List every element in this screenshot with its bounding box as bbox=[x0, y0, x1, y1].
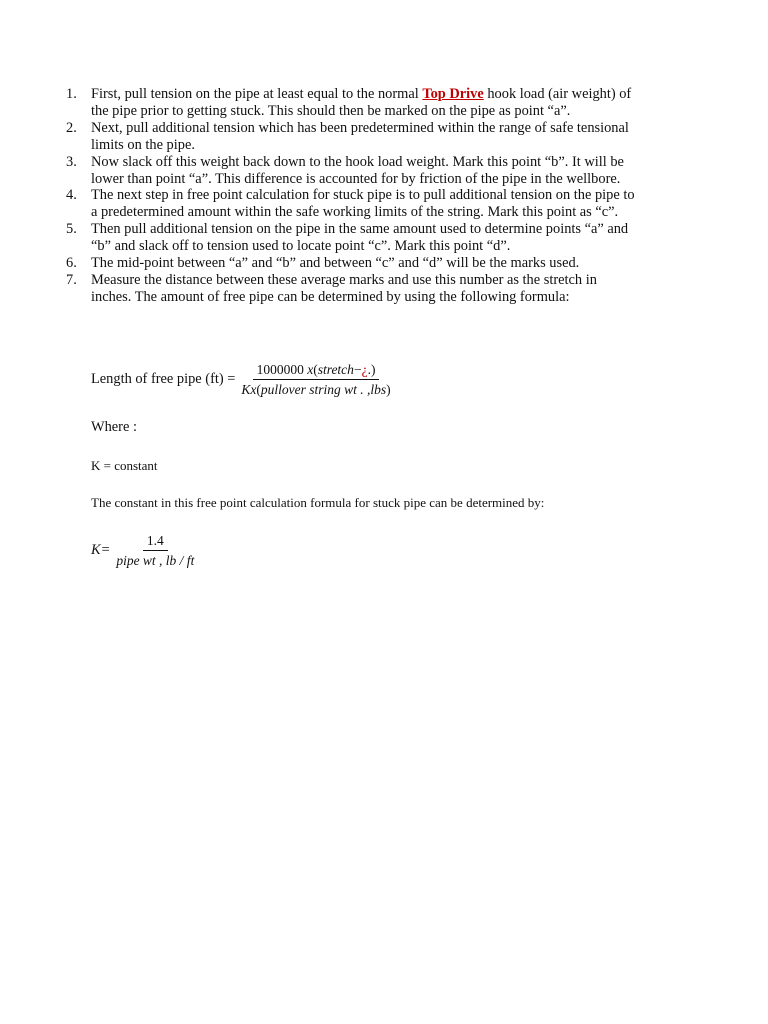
step-text: limits on the pipe. bbox=[91, 136, 195, 153]
constant-description: The constant in this free point calculation formula for stuck pipe can be determined by: bbox=[91, 495, 545, 510]
step-number: 7. bbox=[66, 271, 77, 288]
step-text: Measure the distance between these average marks and use this number as the stretch in bbox=[91, 271, 597, 288]
step-3 bbox=[0, 154, 768, 188]
step-text: a predetermined amount within the safe working limits of the string. Mark this point as “c”. bbox=[91, 204, 619, 221]
step-number: 2. bbox=[66, 119, 77, 136]
k-formula-numerator: 1.4 bbox=[143, 532, 168, 551]
formula-lhs: Length of free pipe (ft) = bbox=[91, 370, 236, 387]
step-text: hook load (air weight) of bbox=[483, 86, 632, 102]
free-pipe-formula bbox=[91, 359, 395, 399]
step-text: The mid-point between “a” and “b” and between “c” and “d” will be the marks used. bbox=[91, 255, 580, 272]
k-constant-definition: K = constant bbox=[91, 458, 158, 473]
formula-numerator: 1000000 x(stretch−¿.) bbox=[253, 361, 380, 380]
step-number: 4. bbox=[66, 187, 77, 204]
step-text: “b” and slack off to tension used to locate point “c”. Mark this point “d”. bbox=[91, 238, 511, 255]
step-1 bbox=[0, 86, 768, 120]
step-text: the pipe prior to getting stuck. This should then be marked on the pipe as point “a”. bbox=[91, 102, 571, 119]
step-text: inches. The amount of free pipe can be determined by using the following formula: bbox=[91, 288, 570, 305]
top-drive-link[interactable]: Top Drive bbox=[422, 86, 484, 102]
step-text: First, pull tension on the pipe at least equal to the normal bbox=[91, 86, 423, 102]
step-number: 5. bbox=[66, 221, 77, 238]
step-2 bbox=[0, 120, 768, 154]
k-formula bbox=[91, 532, 198, 569]
formula-denominator: Kx(pullover string wt . ,lbs) bbox=[241, 381, 391, 397]
step-7 bbox=[0, 272, 768, 306]
step-text: Now slack off this weight back down to the hook load weight. Mark this point “b”. It will be bbox=[91, 153, 624, 170]
k-formula-denominator: pipe wt , lb / ft bbox=[116, 553, 195, 568]
step-text: Then pull additional tension on the pipe in the same amount used to determine points “a” and bbox=[91, 221, 629, 238]
step-4 bbox=[0, 187, 768, 221]
step-number: 6. bbox=[66, 255, 77, 272]
procedure-steps bbox=[0, 86, 768, 306]
k-formula-lhs: K= bbox=[91, 542, 111, 558]
step-5 bbox=[0, 221, 768, 255]
step-text: Next, pull additional tension which has been predetermined within the range of safe tensional bbox=[91, 119, 629, 136]
step-text: lower than point “a”. This difference is accounted for by friction of the pipe in the wellbore. bbox=[91, 170, 621, 187]
garbled-symbol: ¿ bbox=[361, 361, 368, 377]
where-label: Where : bbox=[91, 419, 137, 435]
k-formula-fraction bbox=[112, 532, 198, 569]
step-number: 1. bbox=[66, 86, 77, 102]
step-6 bbox=[0, 255, 768, 272]
step-number: 3. bbox=[66, 153, 77, 170]
step-text: The next step in free point calculation for stuck pipe is to pull additional tension on the pipe to bbox=[91, 187, 635, 204]
formula-fraction bbox=[237, 361, 394, 398]
